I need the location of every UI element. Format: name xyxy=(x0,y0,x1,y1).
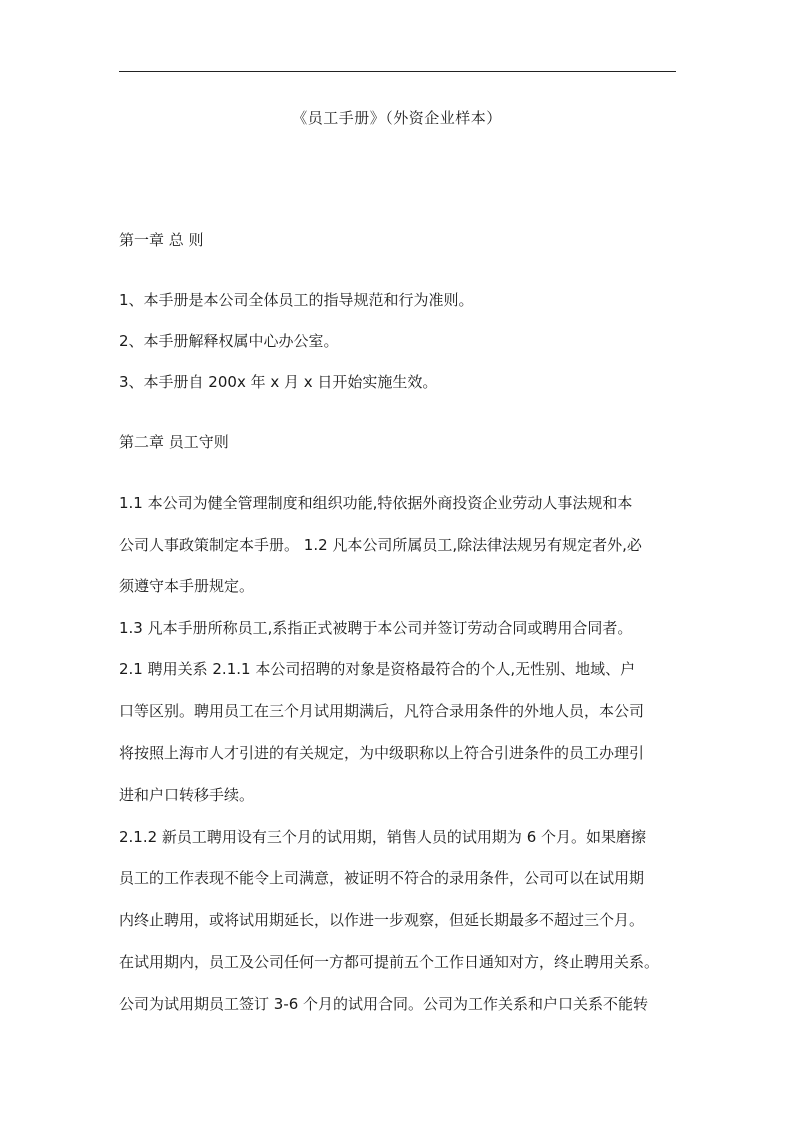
chapter2-line-3: 须遵守本手册规定。 xyxy=(119,577,255,595)
chapter1-heading: 第一章 总 则 xyxy=(119,231,204,249)
chapter2-line-1: 1.1 本公司为健全管理制度和组织功能,特依据外商投资企业劳动人事法规和本 xyxy=(119,494,633,512)
header-rule xyxy=(119,71,676,72)
chapter2-line-6: 口等区别。聘用员工在三个月试用期满后，凡符合录用条件的外地人员，本公司 xyxy=(119,702,645,720)
chapter2-line-13: 公司为试用期员工签订 3-6 个月的试用合同。公司为工作关系和户口关系不能转 xyxy=(119,995,649,1013)
chapter2-line-5: 2.1 聘用关系 2.1.1 本公司招聘的对象是资格最符合的个人,无性别、地域、户 xyxy=(119,660,636,678)
chapter2-line-7: 将按照上海市人才引进的有关规定，为中级职称以上符合引进条件的员工办理引 xyxy=(119,744,645,762)
chapter2-line-10: 员工的工作表现不能令上司满意，被证明不符合的录用条件，公司可以在试用期 xyxy=(119,869,645,887)
chapter2-line-11: 内终止聘用，或将试用期延长，以作进一步观察，但延长期最多不超过三个月。 xyxy=(119,911,645,929)
chapter2-line-12: 在试用期内，员工及公司任何一方都可提前五个工作日通知对方，终止聘用关系。 xyxy=(119,953,660,971)
chapter2-line-8: 进和户口转移手续。 xyxy=(119,786,255,804)
chapter2-line-4: 1.3 凡本手册所称员工,系指正式被聘于本公司并签订劳动合同或聘用合同者。 xyxy=(119,619,633,637)
chapter2-line-9: 2.1.2 新员工聘用设有三个月的试用期，销售人员的试用期为 6 个月。如果磨擦 xyxy=(119,828,647,846)
chapter1-item-2: 2、本手册解释权属中心办公室。 xyxy=(119,332,339,350)
chapter2-line-2: 公司人事政策制定本手册。 1.2 凡本公司所属员工,除法律法规另有规定者外,必 xyxy=(119,536,642,554)
chapter2-heading: 第二章 员工守则 xyxy=(119,433,229,451)
document-title: 《员工手册》（外资企业样本） xyxy=(292,109,502,127)
chapter1-item-1: 1、本手册是本公司全体员工的指导规范和行为准则。 xyxy=(119,291,474,309)
chapter1-item-3: 3、本手册自 200x 年 x 月 x 日开始实施生效。 xyxy=(119,373,438,391)
